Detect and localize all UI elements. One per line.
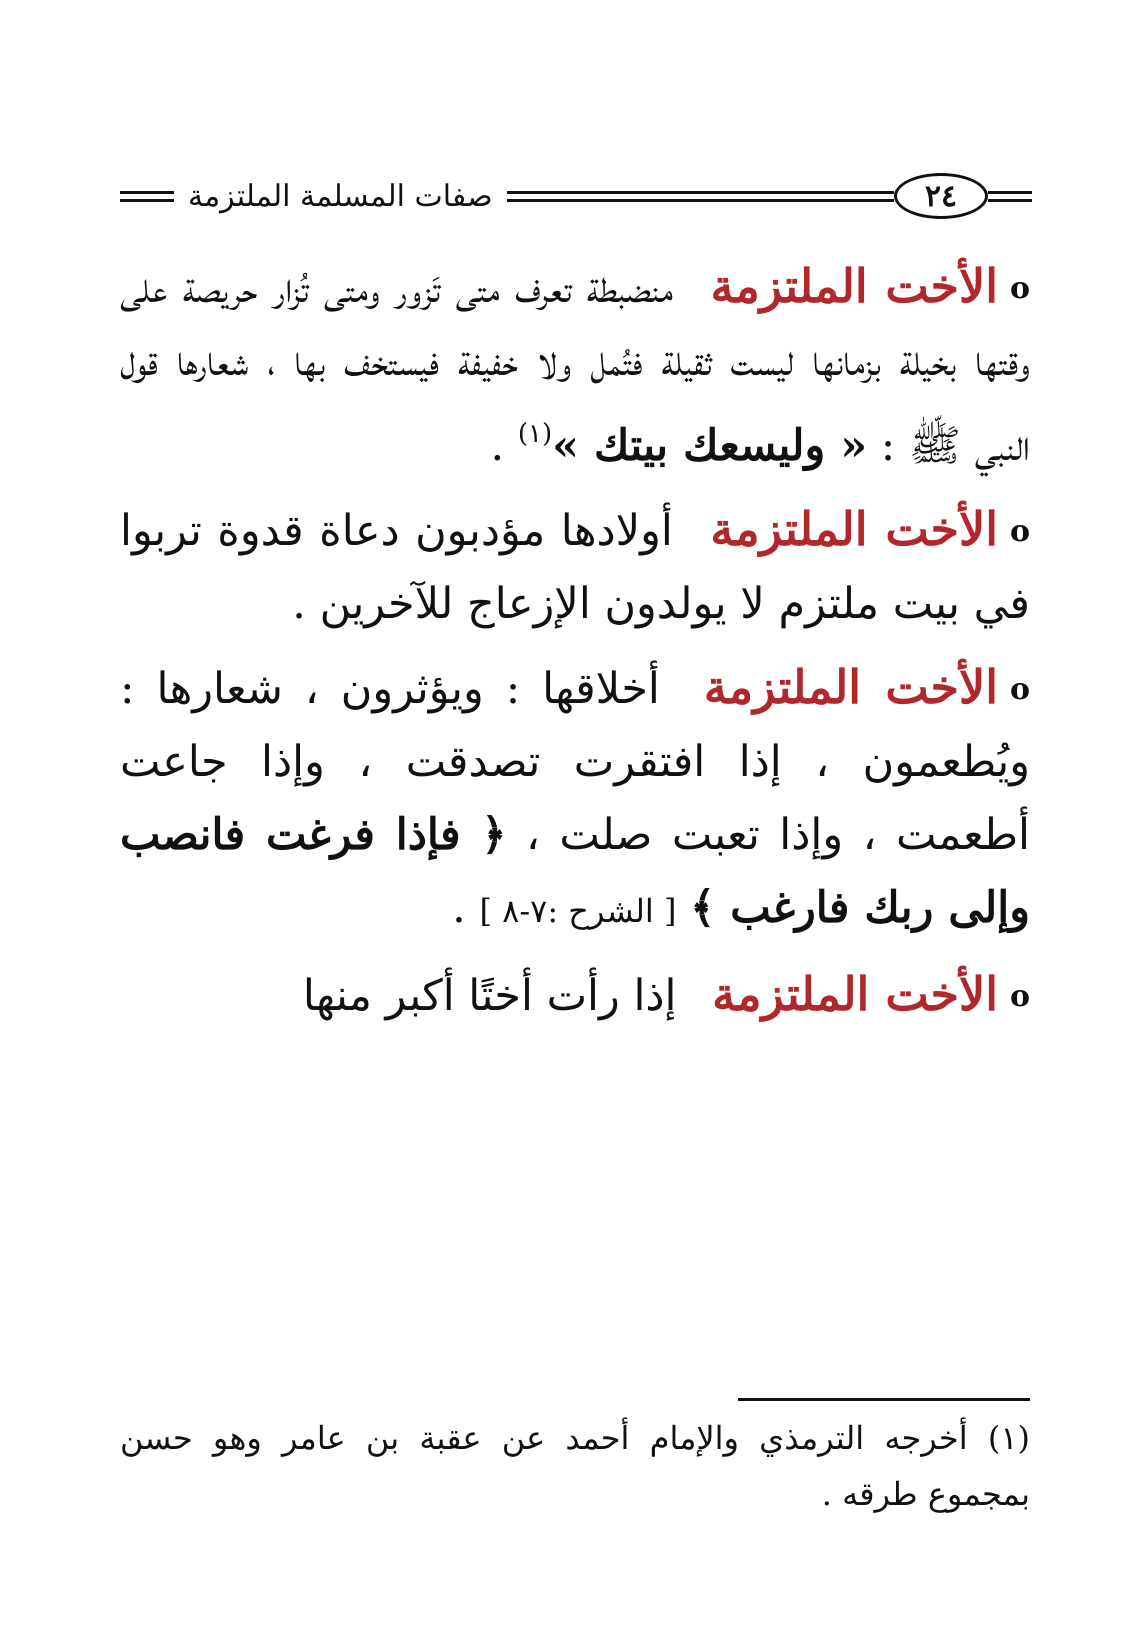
paragraph-2 xyxy=(120,493,1030,641)
paragraph-5 xyxy=(120,958,1030,1033)
bullet-icon: o xyxy=(1009,271,1030,306)
paragraph-text: إذا رأت أختًا أكبر منها xyxy=(302,971,677,1021)
lead-heading: الأخت الملتزمة xyxy=(710,502,998,556)
lead-heading: الأخت الملتزمة xyxy=(712,967,998,1021)
main-text xyxy=(120,250,1030,1043)
footnote-marker: (١) xyxy=(517,419,553,449)
paragraph-text: أولادها مؤدبون دعاة قدوة تربوا في بيت ملتزم لا يولدون الإزعاج للآخرين . xyxy=(120,506,1030,629)
header-rule-left xyxy=(120,191,174,202)
header-rule-right xyxy=(988,191,1032,202)
lead-heading: الأخت الملتزمة xyxy=(710,259,998,313)
sentence-end: . xyxy=(490,421,505,471)
quran-verse: ﴿ فإذا فرغت فانصب وإلى ربك فارغب ﴾ xyxy=(120,810,1030,933)
header-rule-middle xyxy=(507,191,894,202)
paragraph-1 xyxy=(120,250,1030,483)
paragraph-4 xyxy=(120,651,1030,948)
paragraph-text: أخلاقها : ويؤثرون ، شعارها : ويُطعمون ، إذا افتقرت تصدقت ، وإذا جاعت أطعمت ، وإذا تعبت صلت ، xyxy=(120,664,1030,860)
bullet-icon: o xyxy=(1010,514,1031,549)
hadith-quote: « وليسعك بيتك » xyxy=(552,421,868,471)
footnote-divider xyxy=(738,1398,1030,1401)
paragraph-text: منضبطة تعرف متى تَزور ومتى تُزار حريصة على وقتها بخيلة بزمانها ليست ثقيلة فتُمل ولا خفيفة فيستخف بها ، شعارها قول النبي ﷺ : xyxy=(120,263,1030,471)
lead-heading: الأخت الملتزمة xyxy=(703,660,998,714)
verse-citation: [ الشرح :٧-٨ ] xyxy=(479,892,677,930)
bullet-icon: o xyxy=(1009,672,1030,707)
running-header xyxy=(120,168,1032,224)
page-number: ٢٤ xyxy=(894,173,988,219)
header-title: صفات المسلمة الملتزمة xyxy=(188,178,493,214)
bullet-icon: o xyxy=(1009,979,1030,1014)
footnote: (١) أخرجه الترمذي والإمام أحمد عن عقبة بن عامر وهو حسن بمجموع طرقه . xyxy=(120,1419,1030,1513)
sentence-end: . xyxy=(452,883,466,933)
